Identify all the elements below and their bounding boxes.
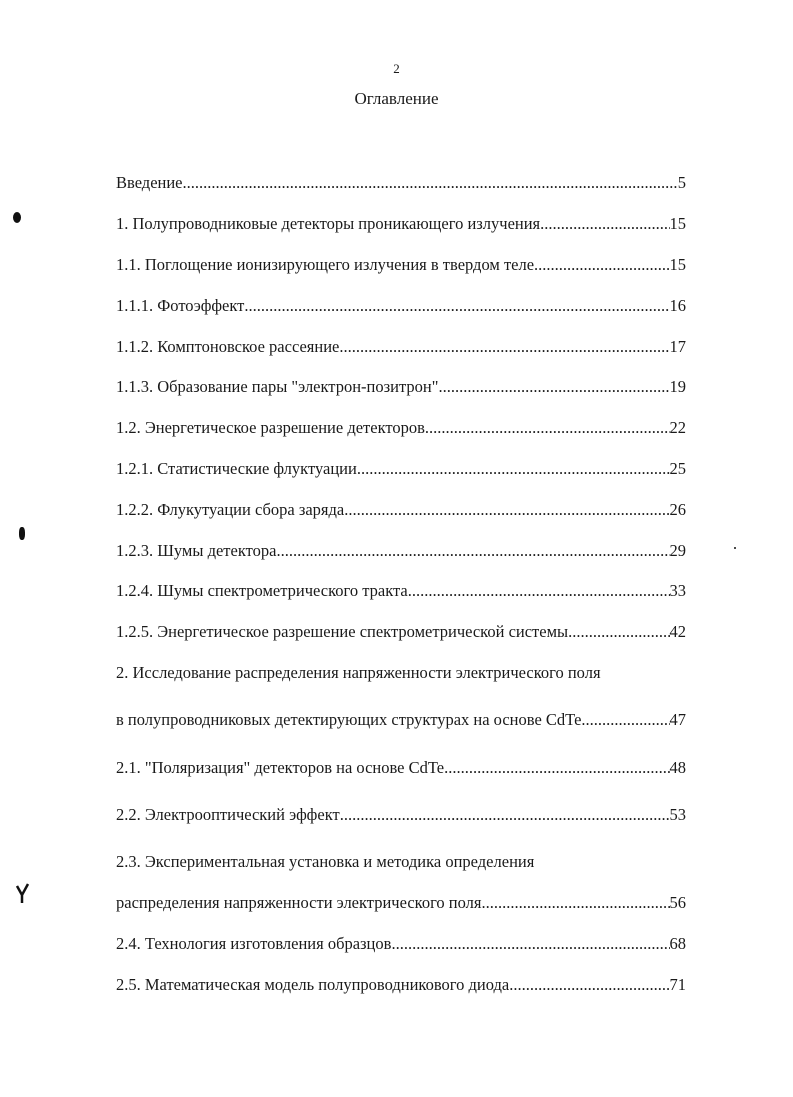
toc-entry <box>116 173 686 193</box>
toc-entry-page: 68 <box>669 934 686 953</box>
toc-entry-text: в полупроводниковых детектирующих структурах на основе CdTe <box>116 710 582 729</box>
scan-mark <box>16 883 30 905</box>
page-title: Оглавление <box>354 89 439 108</box>
toc-entry-page: 53 <box>669 805 686 824</box>
toc-leader <box>391 934 669 954</box>
toc-entry-text: 2.3. Экспериментальная установка и методика определения <box>116 852 535 871</box>
toc-entry-page: 16 <box>669 296 686 315</box>
toc-leader <box>438 377 669 397</box>
toc-entry-text: распределения напряженности электрического поля <box>116 893 482 912</box>
toc-entry-page: 26 <box>669 500 686 519</box>
toc-leader <box>568 622 669 642</box>
toc-entry-text: 2.4. Технология изготовления образцов <box>116 934 392 953</box>
toc-entry-text: 1.1. Поглощение ионизирующего излучения в твердом теле <box>116 255 535 274</box>
toc-entry-text: 1. Полупроводниковые детекторы проникающего излучения <box>116 214 541 233</box>
toc-entry-text: 1.2.2. Флукутуации сбора заряда <box>116 500 345 519</box>
toc-leader <box>344 500 669 520</box>
toc-entry-continued <box>116 663 686 683</box>
toc-entry-page: 42 <box>669 622 686 641</box>
toc-entry-page: 29 <box>669 541 686 560</box>
toc-leader <box>357 459 670 479</box>
toc-entry <box>116 541 686 561</box>
toc-entry-text: 2.2. Электрооптический эффект <box>116 805 340 824</box>
toc-entry <box>116 581 686 601</box>
toc-entry-text: 1.2.1. Статистические флуктуации <box>116 459 357 478</box>
toc-entry-text: 1.1.1. Фотоэффект <box>116 296 245 315</box>
toc-entry <box>116 418 686 438</box>
toc-entry-page: 19 <box>669 377 686 396</box>
toc-leader <box>408 581 670 601</box>
toc-entry-page: 47 <box>669 710 686 729</box>
toc-entry <box>116 710 686 730</box>
page-number: 2 <box>393 61 400 76</box>
toc-leader <box>509 975 669 995</box>
toc-entry <box>116 255 686 275</box>
toc-entry-text: 1.2.4. Шумы спектрометрического тракта <box>116 581 408 600</box>
toc-entry <box>116 296 686 316</box>
toc-entry-page: 71 <box>669 975 686 994</box>
toc-entry <box>116 214 686 234</box>
toc-leader <box>425 418 670 438</box>
toc-entry-page: 15 <box>669 214 686 233</box>
toc-entry <box>116 377 686 397</box>
toc-entry-page: 22 <box>669 418 686 437</box>
toc-entry-page: 5 <box>677 173 686 192</box>
scan-speck <box>19 527 25 540</box>
toc-leader <box>183 173 678 193</box>
toc-entry-text: 2.5. Математическая модель полупроводникового диода <box>116 975 510 994</box>
toc-entry-page: 15 <box>669 255 686 274</box>
toc-leader <box>276 541 669 561</box>
toc-entry-text: 1.2. Энергетическое разрешение детекторов <box>116 418 425 437</box>
toc-leader <box>540 214 669 234</box>
toc-entry-text: 2.1. "Поляризация" детекторов на основе CdTe <box>116 758 445 777</box>
toc-entry <box>116 893 686 913</box>
toc-leader <box>340 805 670 825</box>
toc-entry <box>116 975 686 995</box>
toc-leader <box>339 337 669 357</box>
toc-entry-page: 33 <box>669 581 686 600</box>
toc-entry <box>116 500 686 520</box>
toc-entry-page: 17 <box>669 337 686 356</box>
scan-speck <box>13 212 21 223</box>
toc-entry <box>116 758 686 778</box>
toc-entry <box>116 337 686 357</box>
toc-entry-text: 1.2.3. Шумы детектора <box>116 541 277 560</box>
toc-leader <box>244 296 669 316</box>
toc-leader <box>444 758 669 778</box>
toc-entry-text: 1.1.2. Комптоновское рассеяние <box>116 337 340 356</box>
toc-leader <box>581 710 669 730</box>
toc-entry <box>116 459 686 479</box>
toc-entry-continued <box>116 852 686 872</box>
toc-entry-text: 1.1.3. Образование пары "электрон-позитрон" <box>116 377 439 396</box>
toc-entry <box>116 805 686 825</box>
toc-entry <box>116 622 686 642</box>
toc-entry-page: 48 <box>669 758 686 777</box>
toc-entry-text: Введение <box>116 173 183 192</box>
toc-entry-text: 1.2.5. Энергетическое разрешение спектрометрической системы <box>116 622 569 641</box>
toc-entry <box>116 934 686 954</box>
toc-entry-page: 25 <box>669 459 686 478</box>
toc-entry-text: 2. Исследование распределения напряженности электрического поля <box>116 663 601 682</box>
scan-speck <box>734 547 736 549</box>
toc-entry-page: 56 <box>669 893 686 912</box>
toc-leader <box>482 893 670 913</box>
toc-leader <box>534 255 669 275</box>
